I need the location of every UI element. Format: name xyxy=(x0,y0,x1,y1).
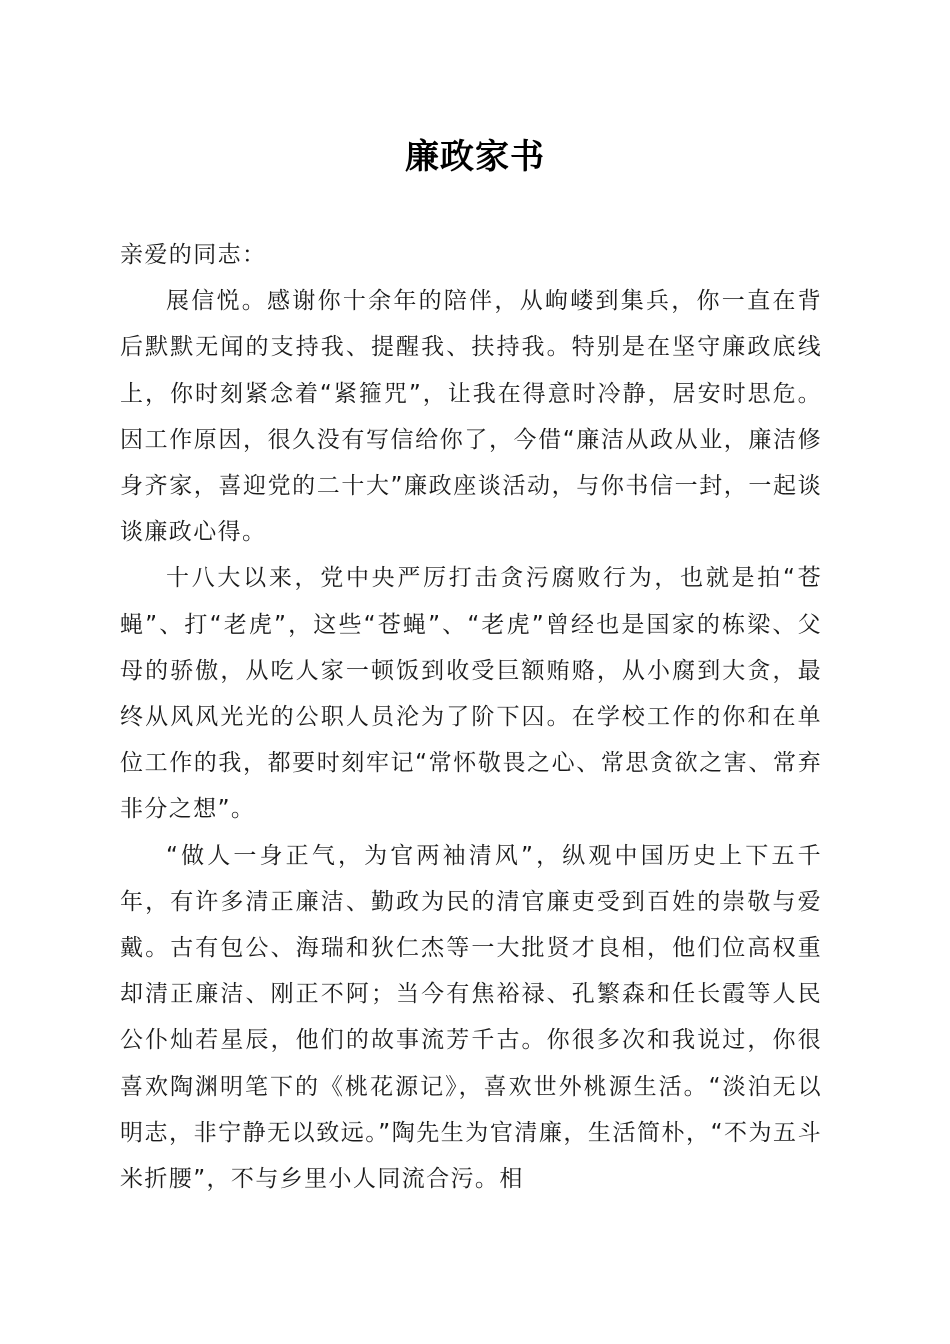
paragraph-2: 十八大以来，党中央严厉打击贪污腐败行为，也就是拍“苍蝇”、打“老虎”，这些“苍蝇”、“老虎”曾经也是国家的栋梁、父母的骄傲，从吃人家一顿饭到收受巨额贿赂，从小腐到大贪，最终从风风光光的公职人员沦为了阶下囚。在学校工作的你和在单位工作的我，都要时刻牢记“常怀敬畏之心、常思贪欲之害、常弃非分之想”。 xyxy=(120,565,822,823)
letter-greeting: 亲爱的同志： xyxy=(120,242,267,268)
document-title: 廉政家书 xyxy=(405,137,545,177)
paragraph-3: “做人一身正气，为官两袖清风”，纵观中国历史上下五千年，有许多清正廉洁、勤政为民的清官廉吏受到百姓的崇敬与爱戴。古有包公、海瑞和狄仁杰等一大批贤才良相，他们位高权重却清正廉洁、刚正不阿；当今有焦裕禄、孔繁森和任长霞等人民公仆灿若星辰，他们的故事流芳千古。你很多次和我说过，你很喜欢陶渊明笔下的《桃花源记》，喜欢世外桃源生活。“淡泊无以明志，非宁静无以致远。”陶先生为官清廉，生活简朴，“不为五斗米折腰”，不与乡里小人同流合污。相 xyxy=(120,842,822,1193)
letter-body xyxy=(120,232,822,1202)
paragraph-1: 展信悦。感谢你十余年的陪伴，从岣嵝到集兵，你一直在背后默默无闻的支持我、提醒我、扶持我。特别是在坚守廉政底线上，你时刻紧念着“紧箍咒”，让我在得意时冷静，居安时思危。因工作原因，很久没有写信给你了，今借“廉洁从政从业，廉洁修身齐家，喜迎党的二十大”廉政座谈活动，与你书信一封，一起谈谈廉政心得。 xyxy=(120,288,822,546)
